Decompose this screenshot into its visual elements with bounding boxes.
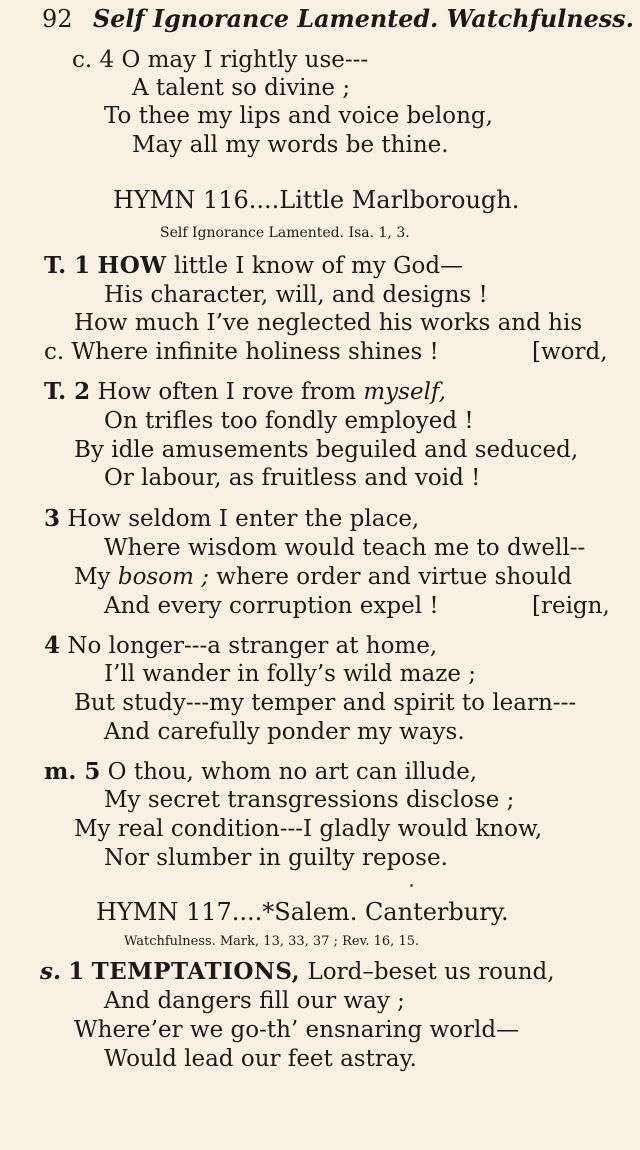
prev-hymn-line-3: To thee my lips and voice belong, [104, 103, 493, 129]
stanza-3-line-1 [44, 505, 419, 533]
stanza-4-line-1 [44, 632, 437, 660]
prev-hymn-line-1: c. 4 O may I rightly use--- [72, 47, 369, 73]
stanza-3-line-3-a: My [74, 564, 111, 590]
stanza-4-line-4: And carefully ponder my ways. [104, 719, 465, 745]
hymn-117-line-1-rest: Lord–beset us round, [307, 959, 555, 985]
hymn-117-subheading: Watchfulness. Mark, 13, 33, 37 ; Rev. 16, 15. [124, 934, 420, 949]
stanza-1-line-2: His character, will, and designs ! [104, 282, 488, 308]
hymn-117-mark-letter: s. [40, 958, 61, 985]
stanza-5-line-1-text: O thou, whom no art can illude, [107, 759, 478, 785]
stanza-4-line-2: I’ll wander in folly’s wild maze ; [104, 661, 476, 687]
stanza-2-mark: T. 2 [44, 378, 91, 405]
stanza-1-first-word: HOW [97, 252, 167, 279]
stanza-3-carryover: [reign, [532, 593, 610, 619]
stanza-4-line-3: But study---my temper and spirit to learn--- [74, 690, 577, 716]
print-speck [410, 884, 413, 887]
stanza-2-line-1-italic: myself, [363, 379, 446, 405]
stanza-3-line-3-italic: bosom ; [117, 564, 209, 590]
stanza-1-mark: T. 1 [44, 252, 91, 279]
hymn-117-line-4: Would lead our feet astray. [104, 1046, 417, 1072]
prev-hymn-line-2: A talent so divine ; [132, 75, 351, 101]
stanza-4-line-1-text: No longer---a stranger at home, [67, 633, 438, 659]
stanza-3-line-1-text: How seldom I enter the place, [67, 506, 420, 532]
hymn-117-heading: HYMN 117....*Salem. Canterbury. [96, 898, 509, 926]
stanza-1-line-3: How much I’ve neglected his works and his [74, 310, 583, 336]
stanza-3-line-3-b: where order and virtue should [216, 564, 573, 590]
stanza-1-line-1 [44, 252, 463, 280]
hymn-117-line-1 [40, 958, 555, 986]
running-title: Self Ignorance Lamented. Watchfulness. [93, 4, 634, 33]
prev-hymn-line-4: May all my words be thine. [132, 132, 449, 158]
stanza-5-line-1 [44, 758, 477, 786]
hymn-117-mark-number: 1 [68, 958, 85, 985]
stanza-2-line-4: Or labour, as fruitless and void ! [104, 465, 481, 491]
stanza-3-mark: 3 [44, 505, 61, 532]
stanza-2-line-1 [44, 378, 446, 406]
hymn-116-subheading: Self Ignorance Lamented. Isa. 1, 3. [160, 225, 410, 241]
page-number: 92 [42, 5, 73, 33]
stanza-1-line-4: c. Where infinite holiness shines ! [44, 339, 439, 365]
hymn-116-heading: HYMN 116....Little Marlborough. [113, 186, 520, 214]
stanza-3-line-3 [74, 563, 572, 591]
stanza-5-line-3: My real condition---I gladly would know, [74, 816, 543, 842]
stanza-1-line-1-rest: little I know of my God— [173, 253, 464, 279]
stanza-2-line-2: On trifles too fondly employed ! [104, 408, 474, 434]
stanza-5-line-2: My secret transgressions disclose ; [104, 787, 515, 813]
hymn-117-line-3: Where’er we go-th’ ensnaring world— [74, 1017, 520, 1043]
stanza-4-mark: 4 [44, 632, 61, 659]
stanza-1-carryover: [word, [532, 339, 608, 365]
stanza-2-line-3: By idle amusements beguiled and seduced, [74, 437, 579, 463]
hymn-117-first-word: TEMPTATIONS, [91, 958, 301, 985]
stanza-2-line-1-a: How often I rove from [97, 379, 357, 405]
stanza-3-line-2: Where wisdom would teach me to dwell-- [104, 535, 586, 561]
stanza-5-mark: m. 5 [44, 758, 101, 785]
stanza-3-line-4: And every corruption expel ! [104, 593, 439, 619]
hymn-117-line-2: And dangers fill our way ; [104, 988, 405, 1014]
stanza-5-line-4: Nor slumber in guilty repose. [104, 845, 448, 871]
